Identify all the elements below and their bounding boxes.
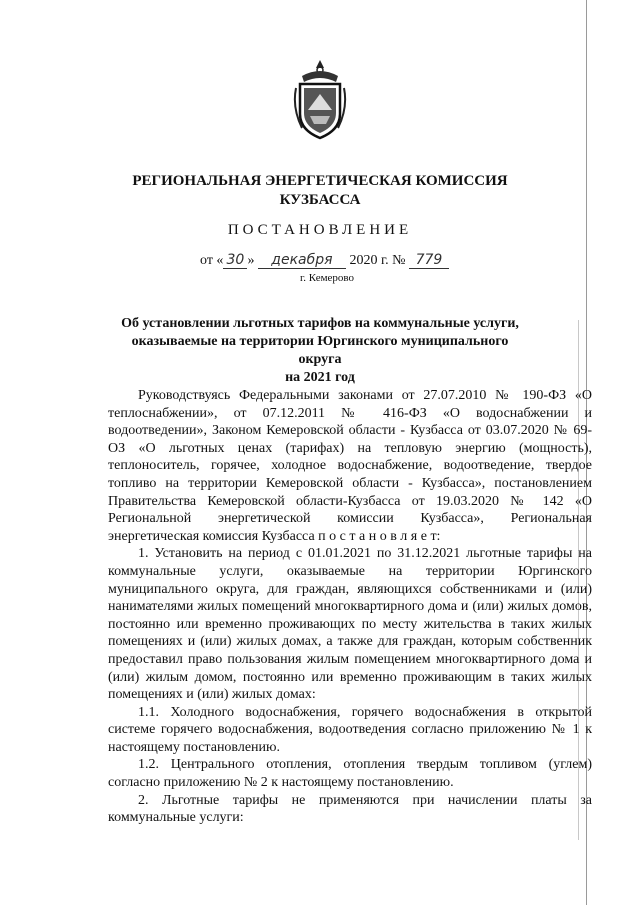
organization-name-line1: РЕГИОНАЛЬНАЯ ЭНЕРГЕТИЧЕСКАЯ КОМИССИЯ bbox=[132, 173, 508, 189]
date-mid: » bbox=[247, 253, 255, 268]
subject-line1: Об установлении льготных тарифов на коммунальные услуги, bbox=[121, 316, 519, 331]
date-day-handwritten: 30 bbox=[223, 252, 247, 269]
document-type-title: ПОСТАНОВЛЕНИЕ bbox=[227, 222, 413, 238]
date-prefix: от « bbox=[200, 253, 224, 268]
preamble-paragraph: Руководствуясь Федеральными законами от 27.07.2010 № 190-ФЗ «О теплоснабжении», от 07.12.2011 № 416-ФЗ «О водоснабжении и водоотведении», Законом Кемеровской области - Кузбасса от 03.07.2020 № 69-ОЗ «О льготных ценах (тарифах) на тепловую энергию (мощность), теплоноситель, горячее, холодное водоснабжение, водоотведение, твердое топливо на территории Кемеровской области - Кузбасса», постановлением Правительства Кемеровской области-Кузбасса от 19.03.2020 № 142 «О Региональной энергетической комиссии Кузбасса», Региональная энергетическая комиссия Кузбасса п о с т а н о в л я е т: bbox=[108, 388, 592, 544]
document-body bbox=[108, 387, 592, 827]
document-subject bbox=[110, 315, 530, 387]
date-year: 2020 г. № bbox=[349, 253, 406, 268]
item-2-paragraph: 2. Льготные тарифы не применяются при начислении платы за коммунальные услуги: bbox=[108, 792, 592, 826]
city-label: г. Кемерово bbox=[300, 272, 355, 284]
item-1-2-paragraph: 1.2. Центрального отопления, отопления твердым топливом (углем) согласно приложению № 2 к настоящему постановлению. bbox=[108, 757, 592, 791]
organization-name-line2: КУЗБАССА bbox=[279, 192, 361, 208]
item-1-paragraph: 1. Установить на период с 01.01.2021 по 31.12.2021 льготные тарифы на коммунальные услуги, оказываемые на территории Юргинского муниципального округа, для граждан, являющихся собственниками и (или) нанимателями жилых помещений многоквартирного дома и (или) жилых домов, постоянно или временно проживающих по месту жительства в таких жилых помещениях и (или) жилых домах, а также для граждан, которым собственник предоставил право пользования жилым помещением многоквартирного дома и (или) жилым домом, постоянно или временно проживающим в таких жилых помещениях и (или) жилых домах: bbox=[108, 546, 592, 703]
subject-line2: оказываемые на территории Юргинского муниципального округа bbox=[131, 334, 509, 367]
date-number-line bbox=[200, 252, 480, 269]
document-number-handwritten: 779 bbox=[409, 252, 449, 269]
date-month-handwritten: декабря bbox=[258, 252, 346, 269]
item-1-1-paragraph: 1.1. Холодного водоснабжения, горячего водоснабжения в открытой системе горячего водоснабжения, водоотведения согласно приложению № 1 к настоящему постановлению. bbox=[108, 704, 592, 755]
coat-of-arms-icon bbox=[292, 58, 348, 142]
subject-line3: на 2021 год bbox=[285, 370, 355, 385]
